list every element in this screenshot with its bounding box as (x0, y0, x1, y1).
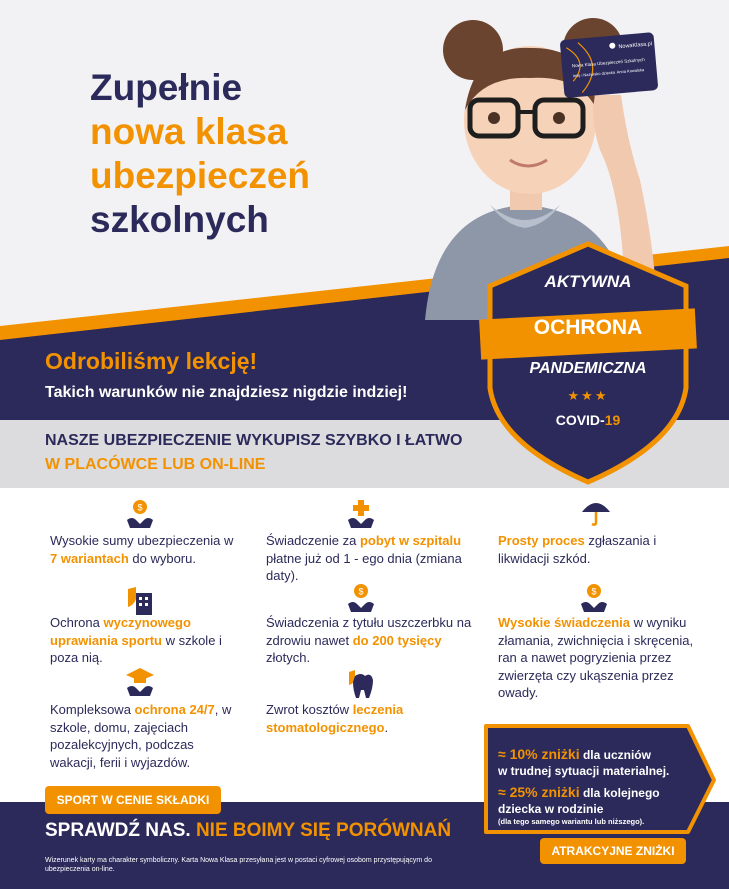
shield-banner: OCHRONA (533, 316, 643, 339)
feature-8-p2: . (384, 719, 389, 735)
shield-stars: ★★★ (567, 388, 609, 403)
feature-4-p1: Ochrona (50, 615, 104, 630)
headline (90, 66, 310, 242)
svg-text:$: $ (137, 502, 143, 513)
discount-note: (dla tego samego wariantu lub niższego). (498, 817, 645, 826)
disclaimer: Wizerunek karty ma charakter symboliczny. Karta Nowa Klasa przesyłana jest w postaci cyfrowej osobom przystępującym do ubezpieczenia on-line. (45, 857, 432, 873)
feature-6-p2: w wyniku złamania, zwichnięcia i skręcenia, ran a nawet pogryzienia przez zwierzęta czy ukąszenia przez owady. (498, 615, 694, 700)
feature-4-hl: wyczynowego uprawiania sportu (50, 615, 191, 648)
lesson-subtitle: Takich warunków nie znajdziesz nigdzie indziej! (45, 384, 408, 401)
tooth-shield-icon (345, 668, 377, 700)
card-brand: NowaKlasa.pl (618, 41, 653, 51)
feature-8 (266, 701, 466, 736)
feature-3-hl: Prosty proces (498, 533, 585, 548)
feature-4 (50, 614, 240, 667)
feature-6-hl: Wysokie świadczenia (498, 615, 630, 630)
shield-middle: PANDEMICZNA (529, 360, 647, 377)
building-shield-icon (124, 585, 156, 617)
sport-button[interactable]: SPORT W CENIE SKŁADKI (45, 786, 221, 814)
umbrella-icon (580, 496, 612, 528)
money-hand-icon (345, 582, 377, 614)
shield-covid-b: 19 (604, 412, 621, 428)
discount-1-a: dla uczniów (579, 748, 651, 762)
feature-6 (498, 614, 713, 702)
headline-line2: nowa klasa (90, 111, 288, 152)
feature-3 (498, 532, 668, 567)
buy-line1: NASZE UBEZPIECZENIE WYKUPISZ SZYBKO I ŁATWO (45, 432, 463, 449)
check-us-slogan (45, 820, 451, 842)
feature-7 (50, 701, 240, 771)
feature-1 (50, 532, 240, 567)
discount-2-hl: ≈ 25% zniżki (498, 784, 580, 800)
discount-1-b: w trudnej sytuacji materialnej. (498, 764, 670, 778)
feature-5-p2: złotych. (266, 650, 311, 665)
feature-1-hl: 7 wariantach (50, 550, 129, 566)
feature-5 (266, 614, 476, 667)
hospital-hand-icon (345, 498, 377, 530)
card-title: Nowa Klasa Ubezpieczeń Szkolnych (571, 56, 645, 69)
buy-line2: W PLACÓWCE LUB ON-LINE (45, 456, 266, 473)
lesson-title: Odrobiliśmy lekcję! (45, 348, 258, 374)
headline-line1: Zupełnie (90, 67, 243, 108)
feature-8-hl: leczenia stomatologicznego (266, 702, 404, 735)
discount-1-hl: ≈ 10% zniżki (498, 746, 580, 762)
money-hand-icon (124, 498, 156, 530)
check-a: SPRAWDŹ NAS. (45, 820, 196, 841)
discount-1 (498, 746, 669, 779)
discount-2-a: dla kolejnego (579, 786, 660, 800)
headline-line3: ubezpieczeń (90, 155, 310, 196)
card-field1: Imię i Nazwisko dziecka (572, 69, 616, 79)
feature-2-p1: Świadczenie za (266, 533, 360, 548)
check-b: NIE BOIMY SIĘ PORÓWNAŃ (195, 820, 452, 841)
shield-covid (520, 412, 656, 428)
headline-line4: szkolnych (90, 199, 269, 240)
feature-1-p1: Wysokie sumy ubezpieczenia w (50, 533, 234, 548)
money-hand-icon (578, 582, 610, 614)
svg-text:$: $ (358, 586, 364, 597)
feature-2-p2: płatne już od 1 - ego dnia (zmiana daty). (266, 550, 462, 583)
card-field2: Anna Kowalska (616, 67, 645, 75)
feature-2 (266, 532, 476, 585)
graduation-hand-icon (124, 666, 156, 698)
svg-text:$: $ (591, 586, 597, 597)
discount-2-b: dziecka w rodzinie (498, 802, 604, 816)
feature-1-p2: do wyboru. (128, 550, 196, 566)
feature-7-hl: ochrona 24/7 (134, 702, 215, 717)
feature-8-p1: Zwrot kosztów (266, 702, 353, 717)
feature-5-p1: Świadczenia z tytułu uszczerbku na zdrowiu nawet (266, 615, 472, 648)
insurance-card (560, 30, 660, 100)
shield-top: AKTYWNA (544, 272, 632, 291)
feature-4-p2: w szkole i poza nią. (50, 632, 222, 665)
feature-7-p2: , w szkole, domu, zajęciach pozalekcyjnych, podczas wakacji, ferii i wyjazdów. (50, 702, 232, 770)
attractive-discounts-button[interactable]: ATRAKCYJNE ZNIŻKI (540, 838, 686, 864)
feature-5-hl: do 200 tysięcy (352, 632, 442, 648)
shield-covid-a: COVID- (555, 412, 605, 428)
feature-2-hl: pobyt w szpitalu (359, 533, 462, 548)
feature-7-p1: Kompleksowa (50, 702, 135, 717)
discount-2 (498, 784, 660, 817)
feature-3-p2: zgłaszania i likwidacji szkód. (498, 533, 657, 566)
